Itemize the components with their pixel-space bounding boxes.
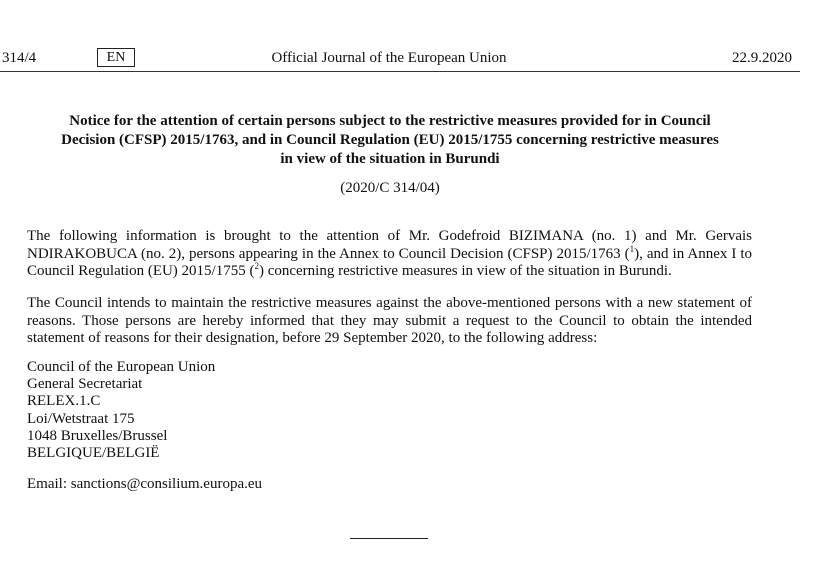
footnote-ref-1[interactable]: 1 — [629, 243, 635, 254]
address-line: General Secretariat — [27, 376, 143, 393]
paragraph-text: The following information is brought to the attention of Mr. Godefroid BIZIMANA (no. 1) and Mr. Gervais NDIRAKOBUCA (no. 2), persons appearing in the Annex to Council Decision (CFSP) 2015/1763 ( — [27, 228, 752, 262]
address-line: Council of the European Union — [27, 359, 216, 375]
notice-title: Notice for the attention of certain persons subject to the restrictive measures provided for in Council Decision (CFSP) 2015/1763, and in Council Regulation (EU) 2015/1755 concerning restrictive measures in view of the situation in Burundi — [61, 113, 719, 167]
footnote-separator — [350, 538, 428, 539]
journal-header — [0, 48, 828, 72]
address-line: 1048 Bruxelles/Brussel — [27, 427, 168, 444]
email-contact[interactable]: Email: sanctions@consilium.europa.eu — [27, 476, 263, 492]
paragraph-text: ) concerning restrictive measures in view of the situation in Burundi. — [258, 263, 672, 279]
language-badge: EN — [97, 48, 135, 67]
page-reference: 314/4 — [2, 50, 37, 66]
paragraph-council-intent: The Council intends to maintain the restrictive measures against the above-mentioned persons with a new statement of reasons. Those persons are hereby informed that they may submit a request to the Council to obtain the intended statement of reasons for their designation, before 29 September 2020, to the following address: — [27, 295, 752, 346]
address-line: Loi/Wetstraat 175 — [27, 410, 135, 427]
notice-reference: (2020/C 314/04) — [340, 180, 440, 196]
address-line: BELGIQUE/BELGIË — [27, 445, 160, 462]
postal-address — [27, 359, 215, 462]
paragraph-text: ), and in Annex I to Council Regulation (EU) 2015/1755 ( — [27, 245, 752, 279]
journal-title: Official Journal of the European Union — [271, 50, 507, 66]
footnote-ref-2[interactable]: 2 — [254, 261, 259, 271]
address-line: RELEX.1.C — [27, 393, 101, 410]
paragraph-information — [27, 228, 752, 281]
publication-date: 22.9.2020 — [732, 50, 792, 66]
header-divider — [0, 71, 800, 72]
